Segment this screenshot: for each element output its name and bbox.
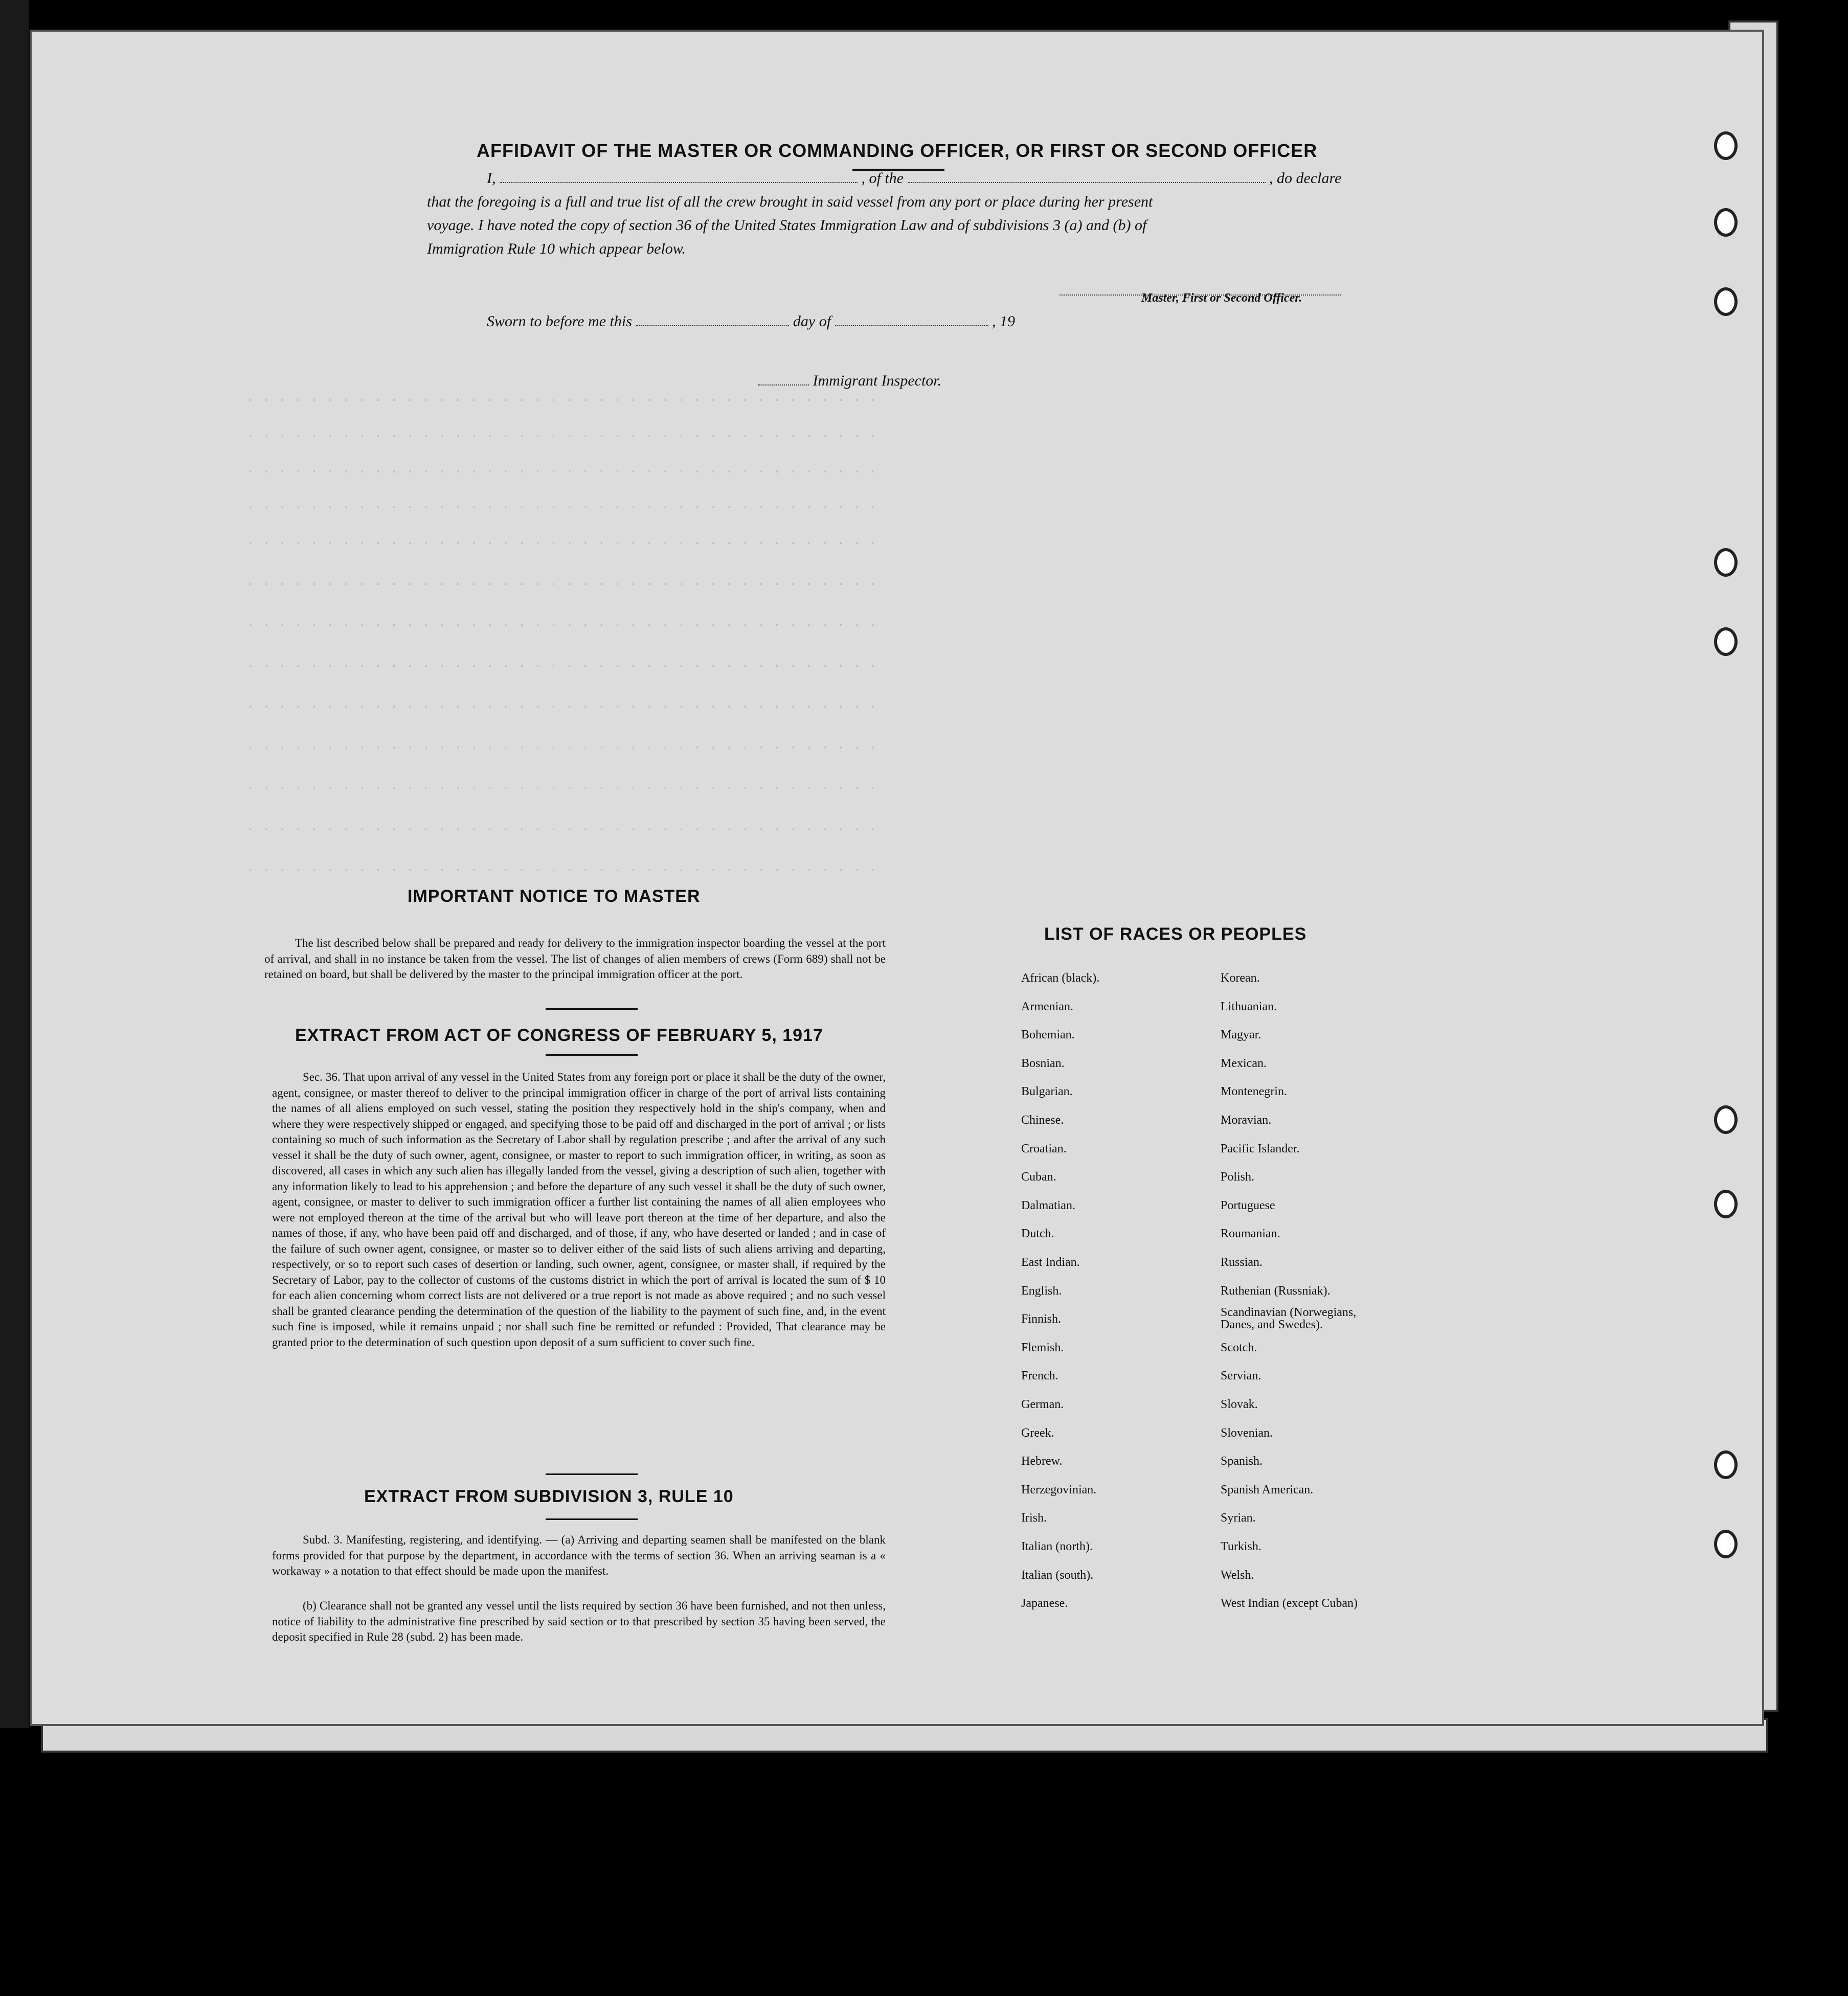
race-item: Italian (north). xyxy=(1021,1540,1093,1553)
of-the-label: , of the xyxy=(861,170,904,187)
punch-hole xyxy=(1714,208,1738,237)
race-item: Russian. xyxy=(1221,1256,1263,1269)
race-item: Lithuanian. xyxy=(1221,1000,1277,1013)
rule-extract-divider xyxy=(546,1518,638,1520)
race-item: Finnish. xyxy=(1021,1312,1062,1326)
inspector-line xyxy=(758,372,941,390)
punch-hole xyxy=(1714,548,1738,577)
race-item: Pacific Islander. xyxy=(1221,1142,1300,1155)
race-item: French. xyxy=(1021,1369,1058,1382)
rule-extract-title: EXTRACT FROM SUBDIVISION 3, RULE 10 xyxy=(364,1487,734,1506)
affidavit-title: AFFIDAVIT OF THE MASTER OR COMMANDING OFFICER, OR FIRST OR SECOND OFFICER xyxy=(477,140,1318,161)
act-extract-divider xyxy=(546,1054,638,1056)
rule-extract-top-divider xyxy=(546,1473,638,1475)
race-item: Irish. xyxy=(1021,1511,1047,1525)
race-item: Chinese. xyxy=(1021,1114,1064,1127)
race-item: Flemish. xyxy=(1021,1341,1064,1354)
race-item: Spanish. xyxy=(1221,1455,1263,1468)
punch-hole xyxy=(1714,1450,1738,1479)
vessel-blank xyxy=(908,170,1266,183)
race-item: Magyar. xyxy=(1221,1028,1261,1041)
race-item: Greek. xyxy=(1021,1426,1054,1440)
year-label: , 19 xyxy=(992,313,1016,330)
race-item: Bohemian. xyxy=(1021,1028,1075,1041)
manifest-back-page: . . . . . . . . . . . . . . . . . . . . . . . . . . . . . . . . . . . . . . . . . . . . . . . . . . . . . . . . . . . . . . . . . . . . . . . . . . . . . . . . . . . . . . . . . . . . . . . . . . . . . . . . . . . . . . . . . . . . . . . . . . . . . . . . . . . . . . . . . . . . . . . . . . . . . . . . . . . . . . . . . . . . . . . . . . . . . . . . . . . . . . . . . . . . . . . . . . . . . . . . . . . . . . . . . . . . . . . . . . . . . . . . . . . . . . . . . . . . . . . . . . . . . . . . . . . . . . . . . . . . . . . . . . . . . . . . . . . . . . . . . . . . . . . . . . . . . . . . . . . . . . . . . . . . . . . . . . . . . . . . . . . . . . . . . . . . . . . . . . . . . . . . . . . . . . . . . . . . . . . . . . . . . . . . . . . . . . . . . . . . . . . . . . . . . . . . . . . . . . . . . . . . . . . . . . . . . . . . . . . . . . . . . . . . . . . . . . . . . . . . . . . . . . . . . . . . . . . . . . . . . . . . . . . . . . . . . . . . . . . . . . . . . . . . . . . . . . . . . . . . . . . . . . . . . . . . . . . . . . . . AFFIDAVIT OF THE MASTER OR COMMANDING OFFICER, OR FIRST OR SECOND OFFICER I, , of the , do declare that the foregoing is a full and true list of all the crew brought in said vessel from any port or place during her present voyage. I have noted the copy of section 36 of the United States Immigration Law and of subdivisions 3 (a) and (b) of Immigration Rule 10 which appear below. Master, First or Second Officer. Sworn to before me this day of , 19 Immigrant Inspector. IMPORTANT NOTICE TO MASTER The list described below shall be prepared and ready for delivery to the immigration inspector boarding the vessel at the port of arrival, and shall in no instance be taken from the vessel. The list of changes of alien members of crews (Form 689) shall not be retained on board, but shall be delivered by the master to the principal immigration officer at the port. EXTRACT FROM ACT OF CONGRESS OF FEBRUARY 5, 1917 Sec. 36. That upon arrival of any vessel in the United States from any foreign port or place it shall be the duty of the owner, agent, consignee, or master thereof to deliver to the principal immigration officer in charge of the port of arrival lists containing the names of all aliens employed on such vessel, stating the position they respectively hold in the ship's company, when and where they were respectively shipped or engaged, and specifying those to be paid off and discharged in the port of arrival ; or lists containing so much of such information as the Secretary of Labor shall by regulation prescribe ; and after the arrival of any such vessel it shall be the duty of such owner, agent, consignee, or master to report to such immigration officer, in writing, as soon as discovered, all cases in which any such alien has illegally landed from the vessel, giving a description of such alien, together with any information likely to lead to his apprehension ; and before the departure of any such vessel it shall be the duty of such owner, agent, consignee, or master to deliver to such immigration officer a further list containing the names of all alien employees who were not employed thereon at the time of the arrival but who will leave port thereon at the time of her departure, and also the names of those, if any, who have been paid off and discharged, and of those, if any, who have deserted or landed ; and in case of the failure of such owner agent, consignee, or master so to deliver either of the said lists of such aliens arriving and departing, respectively, or so to report such cases of desertion or landing, such owner, agent, consignee, or master shall, if required by the Secretary of Labor, pay to the collector of customs of the customs district in which the port of arrival is located the sum of $ 10 for each alien concerning whom correct lists are not delivered or a true report is not made as above required ; and no such vessel shall be granted clearance pending the determination of the question of the liability to the payment of such fine, and, in the event such fine is imposed, while it remains unpaid ; nor shall such fine be remitted or refunded : Provided, That clearance may be granted prior to the determination of such question upon deposit of a sum sufficient to cover such fine. EXTRACT FROM SUBDIVISION 3, RULE 10 Subd. 3. Manifesting, registering, and identifying. — (a) Arriving and departing seamen shall be manifested on the blank forms provided for that purpose by the department, in accordance with the terms of section 36. When an arriving seaman is a « workaway » a notation to that effect should be made upon the manifest. (b) Clearance shall not be granted any vessel until the lists required by section 36 have been furnished, and not then unless, notice of liability to the administrative fine prescribed by said section or to that prescribed by section 35 having been served, the deposit specified in Rule 28 (subd. 2) has been made. LIST OF RACES OR PEOPLES African (black). Armenian. Bohemian. Bosnian. Bulgarian. Chinese. Croatian. Cuban. Dalmatian. Dutch. East Indian. English. Finnish. Flemish. French. German. Greek. Hebrew. Herzegovinian. Irish. Italian (north). Italian (south). Japanese. Korean. Lithuanian. Magyar. Mexican. Montenegrin. Moravian. Pacific Islander. Polish. Portuguese Roumanian. Russian. Ruthenian (Russniak). Scandinavian (Norwegians, Danes, and Swedes). Scotch. Servian. Slovak. Slovenian. Spanish. Spanish American. Syrian. Turkish. Welsh. West Indian (except Cuban) xyxy=(30,30,1764,1726)
race-item: Dutch. xyxy=(1021,1227,1054,1240)
punch-hole xyxy=(1714,1530,1738,1558)
race-item: West Indian (except Cuban) xyxy=(1221,1597,1358,1610)
race-item: Mexican. xyxy=(1221,1057,1267,1070)
race-item: East Indian. xyxy=(1021,1256,1080,1269)
affidavit-line-declare xyxy=(487,170,1397,187)
punch-hole xyxy=(1714,627,1738,656)
race-item: Italian (south). xyxy=(1021,1569,1094,1582)
act-extract-text: Sec. 36. That upon arrival of any vessel in the United States from any foreign port or place it shall be the duty of the owner, agent, consignee, or master thereof to deliver to the principal immigration officer in charge of the port of arrival lists containing the names of all aliens employed on such vessel, stating the position they respectively hold in the ship's company, when and where they were respectively shipped or engaged, and specifying those to be paid off and discharged in the port of arrival ; or lists containing so much of such information as the Secretary of Labor shall by regulation prescribe ; and after the arrival of any such vessel it shall be the duty of such owner, agent, consignee, or master to report to such immigration officer, in writing, as soon as discovered, all cases in which any such alien has illegally landed from the vessel, giving a description of such alien, together with any information likely to lead to his apprehension ; and before the departure of any such vessel it shall be the duty of such owner, agent, consignee, or master to deliver to such immigration officer a further list containing the names of all alien employees who were not employed thereon at the time of the arrival but who will leave port thereon at the time of her departure, and also the names of those, if any, who have been paid off and discharged, and of those, if any, who have deserted or landed ; and in case of the failure of such owner agent, consignee, or master so to deliver either of the said lists of such aliens arriving and departing, respectively, or so to report such cases of desertion or landing, such owner, agent, consignee, or master shall, if required by the Secretary of Labor, pay to the collector of customs of the customs district in which the port of arrival is located the sum of $ 10 for each alien concerning whom correct lists are not delivered or a true report is not made as above required ; and no such vessel shall be granted clearance pending the determination of the question of the liability to the payment of such fine, and, in the event such fine is imposed, while it remains unpaid ; nor shall such fine be remitted or refunded : Provided, That clearance may be granted prior to the determination of such question upon deposit of a sum sufficient to cover such fine. xyxy=(272,1071,886,1349)
race-item: Japanese. xyxy=(1021,1597,1068,1610)
race-item: Ruthenian (Russniak). xyxy=(1221,1284,1331,1298)
race-item: Moravian. xyxy=(1221,1114,1272,1127)
race-item: German. xyxy=(1021,1398,1064,1411)
race-item: Hebrew. xyxy=(1021,1455,1063,1468)
punch-hole xyxy=(1714,1190,1738,1218)
race-item: Herzegovinian. xyxy=(1021,1483,1097,1496)
day-of-label: day of xyxy=(793,313,831,330)
punch-hole xyxy=(1714,131,1738,160)
inspector-blank xyxy=(758,372,809,385)
race-item: Spanish American. xyxy=(1221,1483,1314,1496)
declaration-line-1: that the foregoing is a full and true list of all the crew brought in said vessel from any port or place during her present xyxy=(427,193,1153,210)
rule-extract-text-a: Subd. 3. Manifesting, registering, and identifying. — (a) Arriving and departing seamen shall be manifested on the blank forms provided for that purpose by the department, in accordance with the terms of section 36. When an arriving seaman is a « workaway » a notation to that effect should be made upon the manifest. xyxy=(272,1533,886,1577)
punch-hole xyxy=(1714,287,1738,316)
race-item: Scotch. xyxy=(1221,1341,1257,1354)
race-item: Roumanian. xyxy=(1221,1227,1280,1240)
master-signature-label: Master, First or Second Officer. xyxy=(1141,291,1302,305)
race-item: Bulgarian. xyxy=(1021,1085,1073,1098)
rule-extract-text-b: (b) Clearance shall not be granted any vessel until the lists required by section 36 have been furnished, and not then unless, notice of liability to the administrative fine prescribed by said section or to that prescribed by section 35 having been served, the deposit specified in Rule 28 (subd. 2) has been made. xyxy=(272,1599,886,1643)
races-title: LIST OF RACES OR PEOPLES xyxy=(1044,924,1307,944)
notice-title: IMPORTANT NOTICE TO MASTER xyxy=(408,887,701,906)
inspector-label: Immigrant Inspector. xyxy=(813,372,942,389)
race-item: Slovak. xyxy=(1221,1398,1258,1411)
race-item: Portuguese xyxy=(1221,1199,1275,1212)
race-item: Bosnian. xyxy=(1021,1057,1065,1070)
race-item: Welsh. xyxy=(1221,1569,1254,1582)
race-item: Scandinavian (Norwegians, Danes, and Swedes). xyxy=(1221,1306,1357,1331)
race-item: Armenian. xyxy=(1021,1000,1073,1013)
race-item: Servian. xyxy=(1221,1369,1261,1382)
race-item: Cuban. xyxy=(1021,1170,1056,1184)
punch-hole xyxy=(1714,1105,1738,1134)
declaration-line-2: voyage. I have noted the copy of section 36 of the United States Immigration Law and of subdivisions 3 (a) and (b) of xyxy=(427,217,1147,234)
notice-divider xyxy=(546,1008,638,1010)
declaration-line-3: Immigration Rule 10 which appear below. xyxy=(427,240,686,257)
race-item: Dalmatian. xyxy=(1021,1199,1075,1212)
race-item: Turkish. xyxy=(1221,1540,1261,1553)
film-edge-strip xyxy=(0,0,29,1728)
race-item: Korean. xyxy=(1221,971,1260,985)
notice-text: The list described below shall be prepared and ready for delivery to the immigration inspector boarding the vessel at the port of arrival, and shall in no instance be taken from the vessel. The list of changes of alien members of crews (Form 689) shall not be retained on board, but shall be delivered by the master to the principal immigration officer at the port. xyxy=(264,937,886,981)
race-item: Slovenian. xyxy=(1221,1426,1273,1440)
race-item: Croatian. xyxy=(1021,1142,1067,1155)
i-label: I, xyxy=(487,170,496,187)
race-item: Syrian. xyxy=(1221,1511,1256,1525)
race-item: Montenegrin. xyxy=(1221,1085,1287,1098)
race-item: African (black). xyxy=(1021,971,1100,985)
sworn-day-blank xyxy=(636,313,789,326)
race-item: English. xyxy=(1021,1284,1062,1298)
sworn-label: Sworn to before me this xyxy=(487,313,632,330)
do-declare-label: , do declare xyxy=(1269,170,1342,187)
race-item: Polish. xyxy=(1221,1170,1255,1184)
act-extract-title: EXTRACT FROM ACT OF CONGRESS OF FEBRUARY 5, 1917 xyxy=(295,1026,823,1045)
name-blank xyxy=(500,170,858,183)
sworn-line xyxy=(487,313,1015,330)
sworn-month-blank xyxy=(835,313,988,326)
